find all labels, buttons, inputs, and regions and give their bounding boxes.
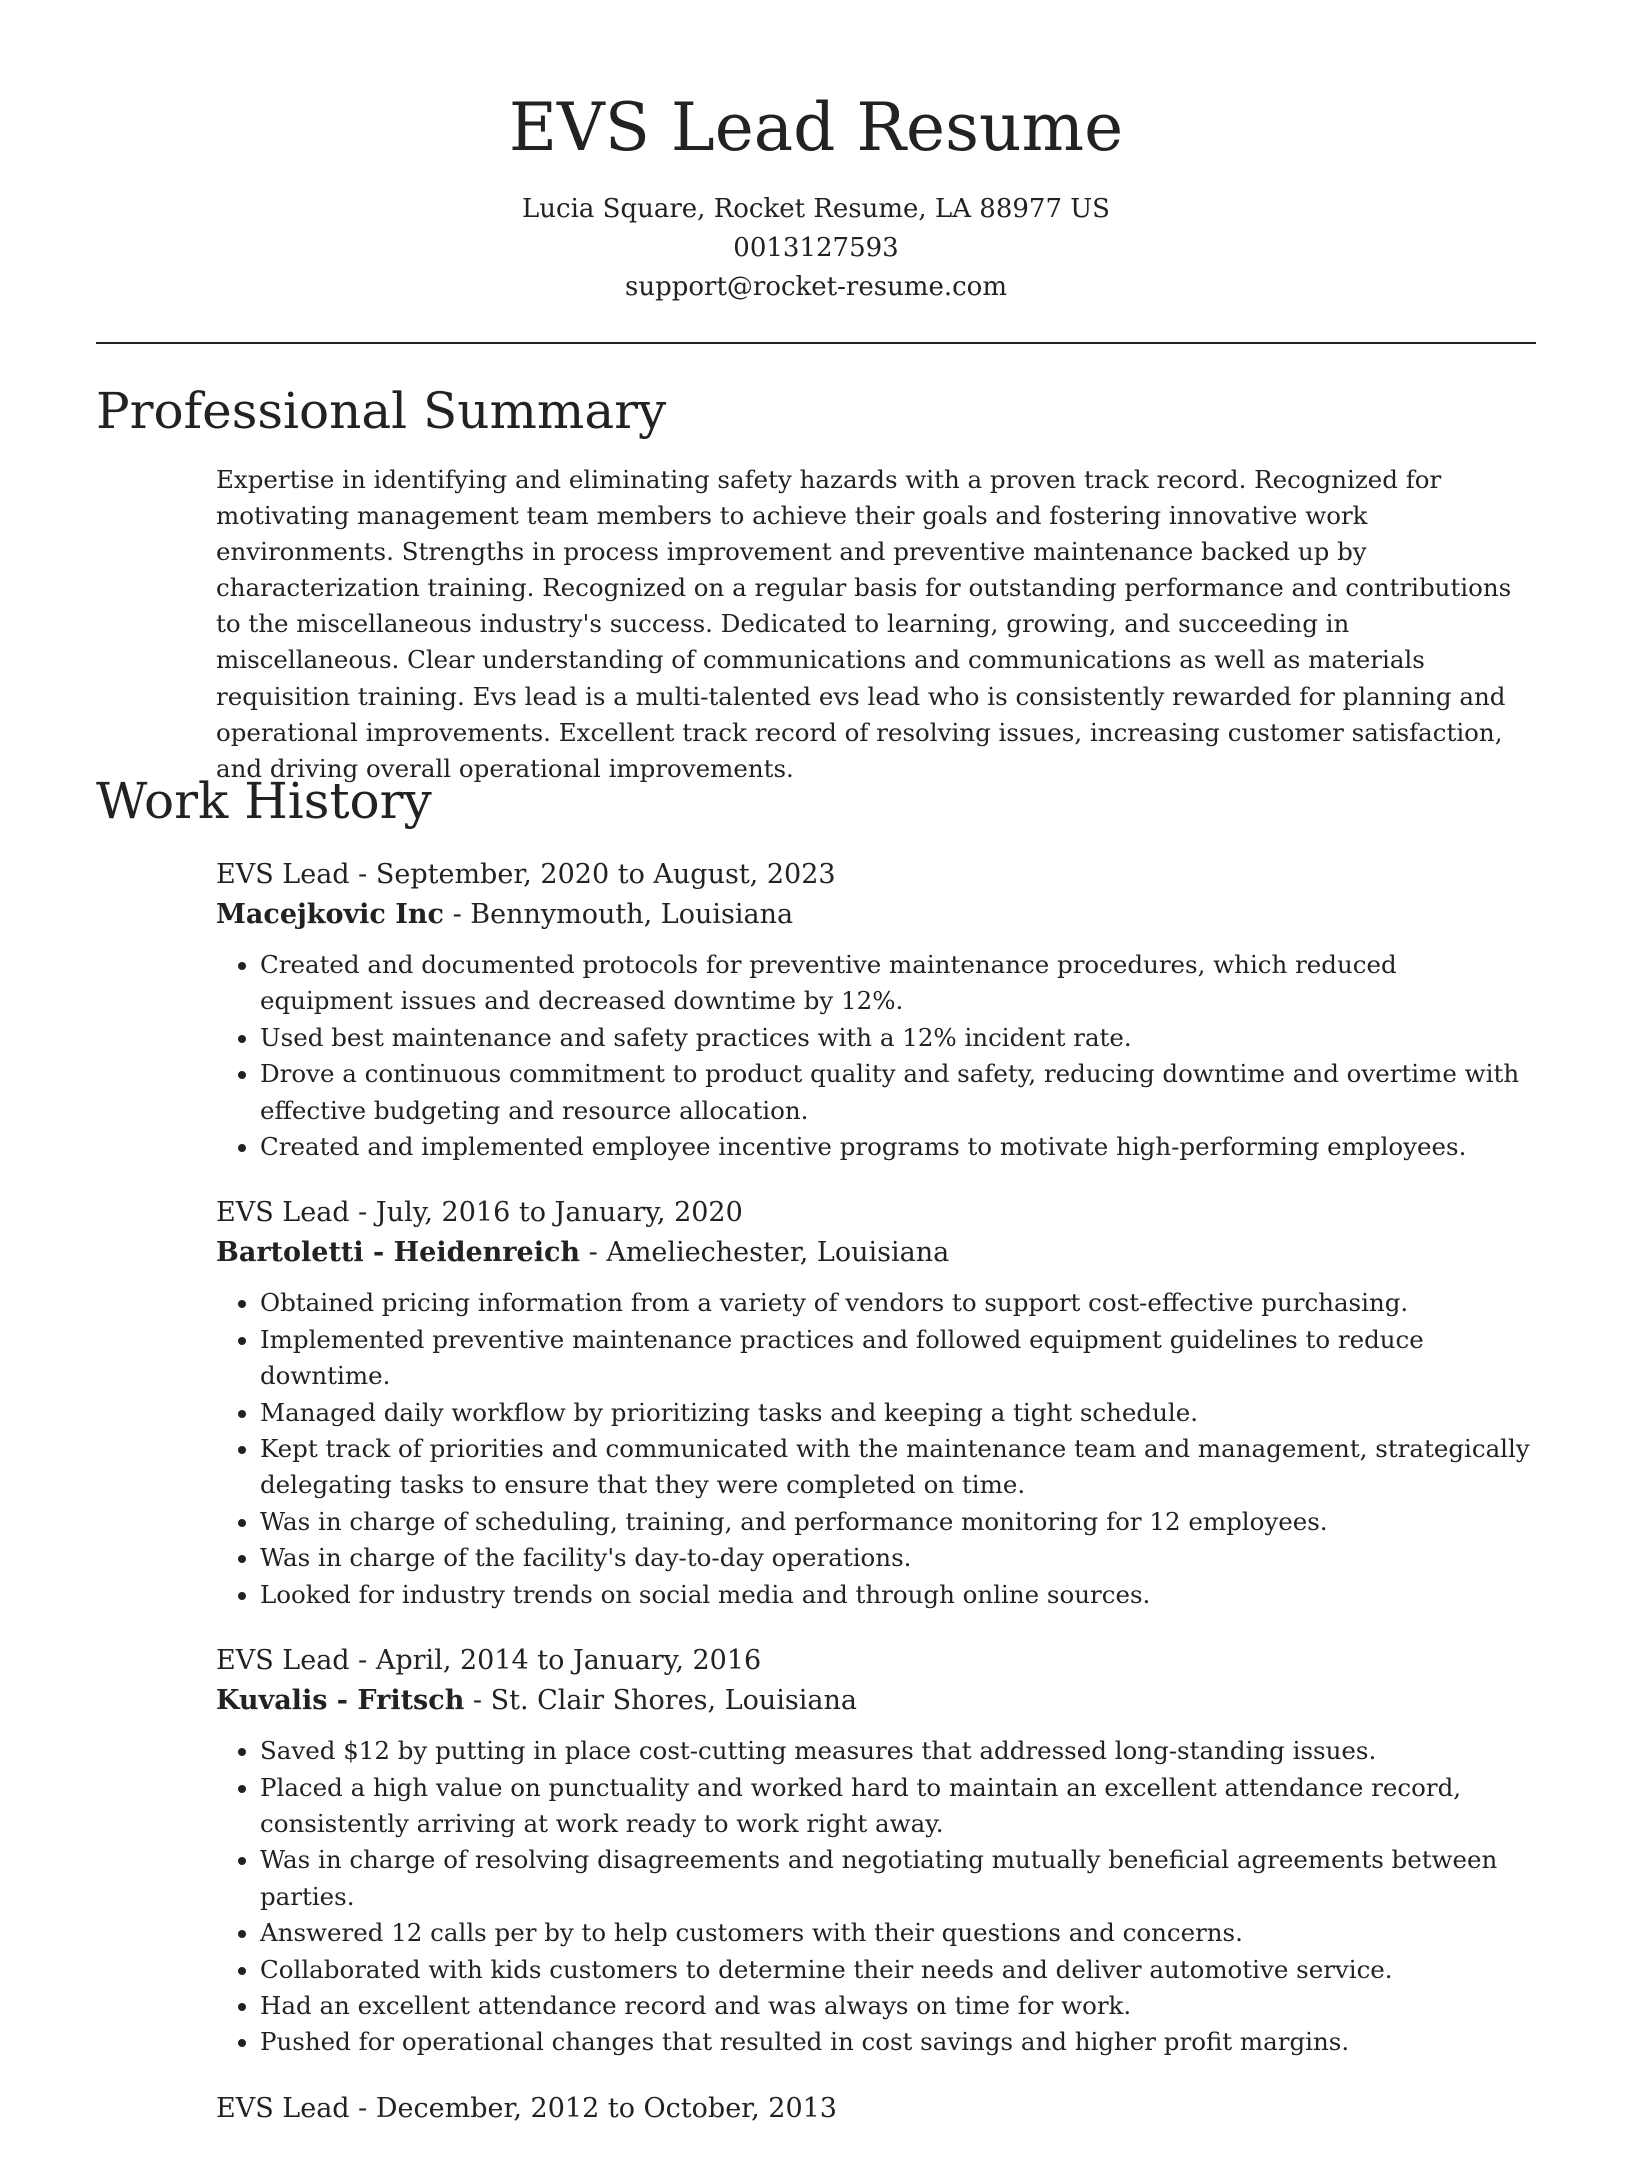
job-bullet: • Managed daily workflow by prioritizing tasks and keeping a tight schedule. [260, 1395, 1536, 1431]
job-location: - Bennymouth, Louisiana [443, 899, 794, 930]
header-divider [96, 342, 1536, 344]
job-bullet: • Created and documented protocols for preventive maintenance procedures, which reduced equipment issues and decreased downtime by 12%. [260, 947, 1536, 1020]
job-bullet: • Collaborated with kids customers to determine their needs and deliver automotive service. [260, 1952, 1536, 1988]
contact-email: support@rocket-resume.com [624, 272, 1007, 302]
contact-phone: 0013127593 [733, 233, 899, 263]
job-bullet: • Placed a high value on punctuality and worked hard to maintain an excellent attendance record, consistently arriving at work ready to work right away. [260, 1770, 1536, 1843]
job-bullets [216, 947, 1536, 1165]
job-entry [216, 2089, 1536, 2129]
job-bullets [216, 1285, 1536, 1613]
job-company-line [216, 1233, 1536, 1273]
job-bullet: • Was in charge of resolving disagreements and negotiating mutually beneficial agreements between parties. [260, 1842, 1536, 1915]
job-title: EVS Lead - December, 2012 to October, 2013 [216, 2092, 837, 2124]
contact-address: Lucia Square, Rocket Resume, LA 88977 US [522, 194, 1110, 224]
job-employer: Kuvalis - Fritsch [216, 1685, 465, 1717]
job-title: EVS Lead - September, 2020 to August, 2023 [216, 859, 836, 890]
work-history-heading: Work History [96, 772, 432, 830]
job-bullet: • Drove a continuous commitment to product quality and safety, reducing downtime and overtime with effective budgeting and resource allocation. [260, 1056, 1536, 1129]
job-company-line [216, 1681, 1536, 1721]
job-bullet: • Was in charge of scheduling, training, and performance monitoring for 12 employees. [260, 1504, 1536, 1540]
resume-header [0, 86, 1632, 307]
job-bullet: • Kept track of priorities and communicated with the maintenance team and management, strategically delegating tasks to ensure that they were completed on time. [260, 1431, 1536, 1504]
job-bullet: • Used best maintenance and safety practices with a 12% incident rate. [260, 1020, 1536, 1056]
job-entry [216, 855, 1536, 1165]
summary-text: Expertise in identifying and eliminating safety hazards with a proven track record. Recognized for motivating management team members to achieve their goals and fostering innovative work environments. Strengths in process improvement and preventive maintenance backed up by characterization training. Recognized on a regular basis for outstanding performance and contributions to the miscellaneous industry's success. Dedicated to learning, growing, and succeeding in miscellaneous. Clear understanding of communications and communications as well as materials requisition training. Evs lead is a multi-talented evs lead who is consistently rewarded for planning and operational improvements. Excellent track record of resolving issues, increasing customer satisfaction, and driving overall operational improvements. [216, 465, 1512, 783]
job-entry [216, 1193, 1536, 1613]
job-bullet: • Pushed for operational changes that resulted in cost savings and higher profit margins. [260, 2024, 1536, 2060]
job-bullet: • Answered 12 calls per by to help customers with their questions and concerns. [260, 1915, 1536, 1951]
job-bullet: • Created and implemented employee incentive programs to motivate high-performing employees. [260, 1129, 1536, 1165]
job-bullet: • Was in charge of the facility's day-to-day operations. [260, 1540, 1536, 1576]
job-bullet: • Looked for industry trends on social media and through online sources. [260, 1577, 1536, 1613]
job-title: EVS Lead - April, 2014 to January, 2016 [216, 1645, 762, 1677]
job-title: EVS Lead - July, 2016 to January, 2020 [216, 1197, 743, 1229]
resume-title: EVS Lead Resume [508, 89, 1124, 166]
job-location: - Ameliechester, Louisiana [580, 1237, 950, 1269]
summary-heading: Professional Summary [96, 382, 667, 440]
job-bullet: • Saved $12 by putting in place cost-cutting measures that addressed long-standing issues. [260, 1733, 1536, 1769]
job-employer: Bartoletti - Heidenreich [216, 1237, 581, 1269]
job-bullet: • Implemented preventive maintenance practices and followed equipment guidelines to reduce downtime. [260, 1322, 1536, 1395]
work-history-list [216, 855, 1536, 2157]
job-company-line [216, 895, 1536, 935]
job-bullet: • Obtained pricing information from a variety of vendors to support cost-effective purchasing. [260, 1285, 1536, 1321]
job-bullet: • Had an excellent attendance record and was always on time for work. [260, 1988, 1536, 2024]
job-bullets [216, 1733, 1536, 2061]
job-location: - St. Clair Shores, Louisiana [464, 1685, 857, 1717]
job-employer: Macejkovic Inc [216, 899, 444, 930]
job-entry [216, 1641, 1536, 2061]
